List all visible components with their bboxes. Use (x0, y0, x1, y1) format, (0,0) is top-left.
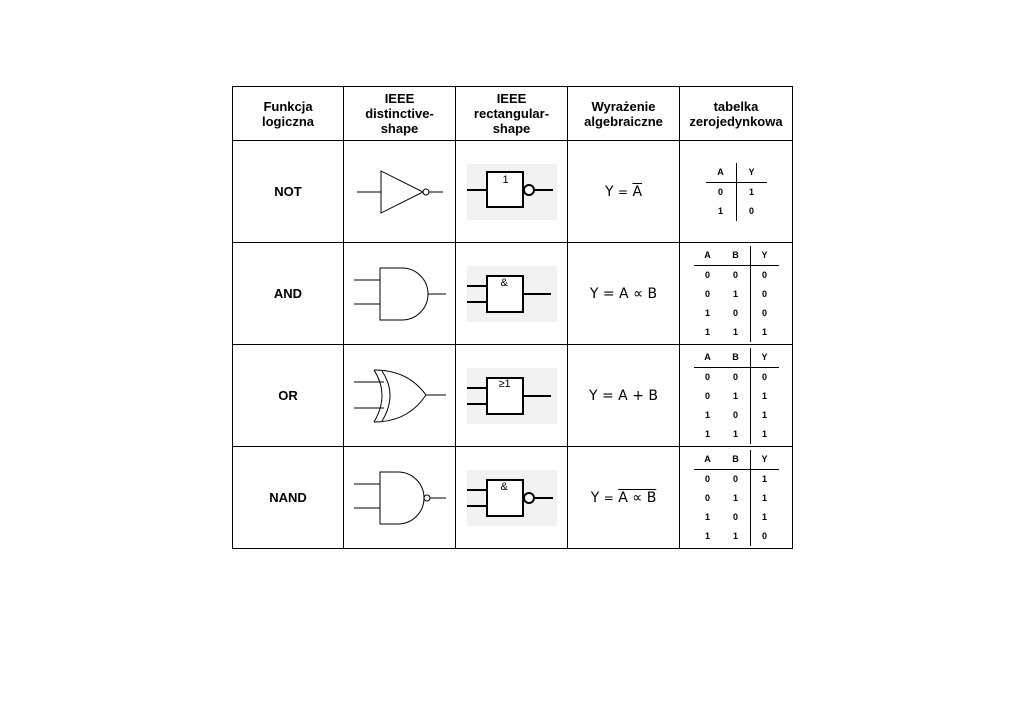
rect-symbol: 1 (502, 173, 509, 186)
tt-cell: 0 (717, 187, 723, 197)
expression-render: Y = A ∝ B (590, 489, 657, 506)
header-rectangular: IEEE rectangular- shape (456, 87, 568, 141)
row-or (233, 345, 793, 447)
header-function: Funkcja logiczna (233, 87, 344, 141)
tt-header: B (722, 246, 751, 266)
header-algebraic: Wyrażenie algebraiczne (568, 87, 680, 141)
expression-render: $Y = \overline{A}$ (604, 183, 643, 200)
truth-table (694, 450, 779, 546)
tt-header: A (694, 246, 722, 266)
logic-gates-table (232, 86, 793, 549)
nand-gate-distinctive-icon (352, 470, 448, 526)
truth-table-cell (680, 243, 793, 345)
nand-gate-rectangular-icon (467, 470, 557, 526)
tt-cell: 1 (732, 531, 738, 541)
algebraic-expression: Y = A + B (568, 345, 680, 447)
tt-cell: 0 (750, 304, 779, 323)
tt-cell: 1 (704, 531, 710, 541)
tt-cell: 1 (717, 206, 723, 216)
tt-cell: 0 (704, 474, 710, 484)
function-name: OR (233, 345, 344, 447)
and-gate-distinctive-icon (352, 266, 448, 322)
distinctive-cell (344, 141, 456, 243)
tt-header: A (694, 348, 722, 368)
distinctive-cell (344, 345, 456, 447)
truth-table-cell (680, 447, 793, 549)
tt-cell: 1 (732, 493, 738, 503)
header-truth-table: tabelka zerojedynkowa (680, 87, 793, 141)
header-distinctive: IEEE distinctive- shape (344, 87, 456, 141)
row-nand (233, 447, 793, 549)
tt-cell: 0 (732, 270, 738, 280)
tt-cell: 1 (732, 327, 738, 337)
function-name: NOT (233, 141, 344, 243)
rect-symbol: & (500, 480, 508, 493)
tt-header: Y (736, 163, 767, 183)
rectangular-cell (456, 243, 568, 345)
truth-table-cell (680, 345, 793, 447)
tt-cell: 0 (736, 202, 767, 221)
truth-table-cell (680, 141, 793, 243)
tt-cell: 1 (750, 425, 779, 444)
algebraic-expression: Y = A ∝ B (568, 243, 680, 345)
tt-cell: 1 (704, 429, 710, 439)
tt-cell: 0 (732, 512, 738, 522)
tt-cell: 0 (732, 372, 738, 382)
tt-cell: 0 (750, 367, 779, 387)
tt-cell: 0 (704, 391, 710, 401)
tt-cell: 0 (704, 372, 710, 382)
tt-header: Y (750, 348, 779, 368)
tt-cell: 0 (732, 308, 738, 318)
tt-cell: 1 (750, 387, 779, 406)
distinctive-cell (344, 243, 456, 345)
tt-cell: 0 (704, 493, 710, 503)
tt-cell: 1 (750, 323, 779, 342)
truth-table (694, 348, 779, 444)
tt-cell: 1 (732, 391, 738, 401)
rectangular-cell (456, 447, 568, 549)
tt-cell: 0 (732, 410, 738, 420)
tt-cell: 0 (750, 527, 779, 546)
tt-cell: 1 (750, 469, 779, 489)
tt-cell: 1 (750, 508, 779, 527)
header-row (233, 87, 793, 141)
function-name: NAND (233, 447, 344, 549)
algebraic-expression (568, 447, 680, 549)
truth-table (706, 163, 767, 221)
distinctive-cell (344, 447, 456, 549)
tt-cell: 1 (750, 489, 779, 508)
tt-cell: 1 (732, 429, 738, 439)
rectangular-cell (456, 141, 568, 243)
row-and (233, 243, 793, 345)
tt-cell: 1 (704, 308, 710, 318)
and-gate-rectangular-icon (467, 266, 557, 322)
or-gate-rectangular-icon (467, 368, 557, 424)
tt-cell: 1 (704, 410, 710, 420)
function-name: AND (233, 243, 344, 345)
tt-cell: 0 (704, 289, 710, 299)
tt-cell: 1 (704, 512, 710, 522)
tt-cell: 0 (732, 474, 738, 484)
tt-header: B (722, 450, 751, 470)
tt-header: Y (750, 246, 779, 266)
tt-cell: 1 (704, 327, 710, 337)
tt-cell: 1 (750, 406, 779, 425)
tt-header: Y (750, 450, 779, 470)
or-gate-distinctive-icon (352, 368, 448, 424)
truth-table (694, 246, 779, 342)
not-gate-distinctive-icon (355, 167, 445, 217)
tt-cell: 0 (750, 265, 779, 285)
rect-symbol: & (500, 276, 508, 289)
row-not (233, 141, 793, 243)
tt-cell: 1 (736, 182, 767, 202)
not-gate-rectangular-icon (467, 164, 557, 220)
rectangular-cell (456, 345, 568, 447)
tt-cell: 0 (704, 270, 710, 280)
algebraic-expression (568, 141, 680, 243)
tt-header: B (722, 348, 751, 368)
tt-header: A (706, 163, 737, 183)
tt-cell: 1 (732, 289, 738, 299)
rect-symbol: ≥1 (498, 377, 511, 390)
tt-cell: 0 (750, 285, 779, 304)
tt-header: A (694, 450, 722, 470)
